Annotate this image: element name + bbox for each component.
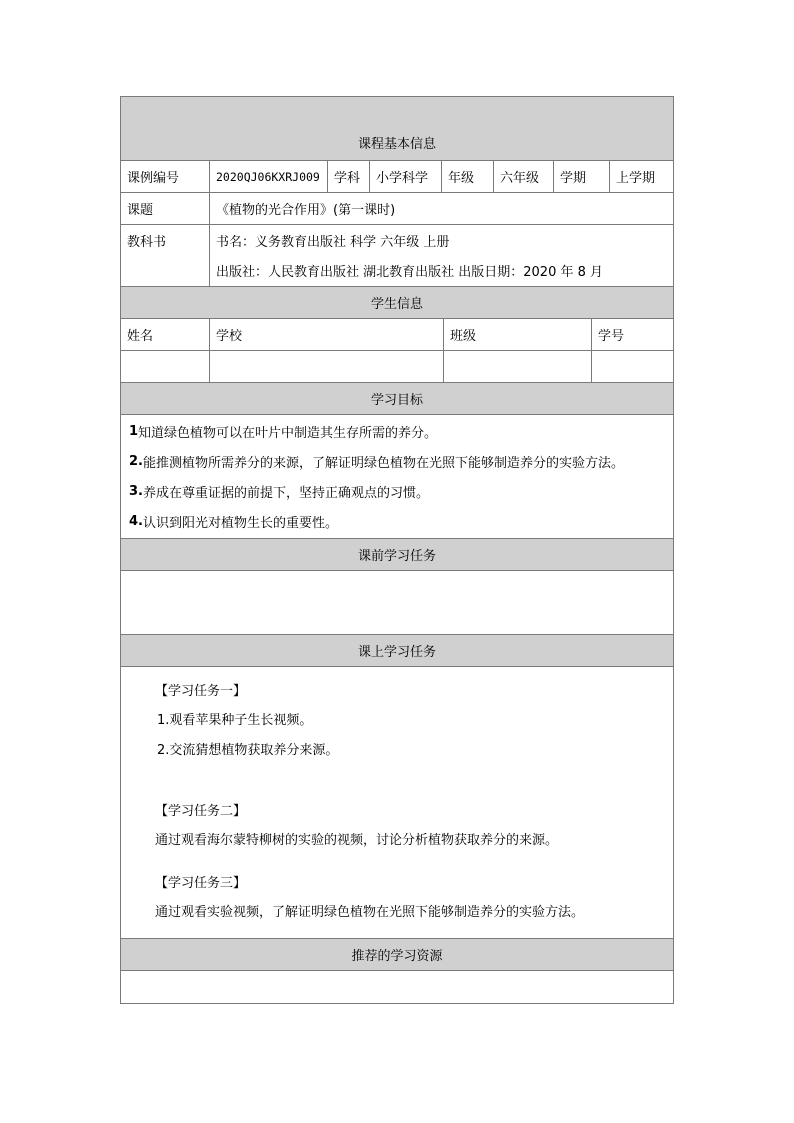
task1-title: 【学习任务一】 <box>155 683 247 699</box>
subject-label: 学科 <box>328 161 370 192</box>
resources-body <box>121 971 673 1003</box>
book-name: 书名：义务教育出版社 科学 六年级 上册 <box>216 234 450 250</box>
topic-row <box>121 193 673 225</box>
student-info-header <box>121 287 673 319</box>
case-info-row <box>121 161 673 193</box>
pre-class-body <box>121 571 673 635</box>
goal-text: 养成在尊重证据的前提下，坚持正确观点的习惯。 <box>142 485 429 501</box>
task1-item: 2.交流猜想植物获取养分来源。 <box>157 742 339 758</box>
goal-item <box>121 417 673 447</box>
task1-item: 1.观看苹果种子生长视频。 <box>157 712 313 728</box>
name-label: 姓名 <box>121 319 210 350</box>
student-id-label: 学号 <box>598 329 625 344</box>
class-field[interactable] <box>444 351 592 382</box>
goals-title: 学习目标 <box>121 383 673 414</box>
case-no-value: 2020QJ06KXRJ009 <box>210 161 328 192</box>
grade-label: 年级 <box>442 161 494 192</box>
in-class-body <box>121 667 673 939</box>
goals-list <box>121 415 673 538</box>
topic-value: 《植物的光合作用》(第一课时) <box>216 203 396 218</box>
grade-value: 六年级 <box>494 161 554 192</box>
topic-label: 课题 <box>121 193 210 224</box>
goal-text: 知道绿色植物可以在叶片中制造其生存所需的养分。 <box>138 426 438 442</box>
school-field[interactable] <box>210 351 444 382</box>
goal-item <box>121 477 673 507</box>
in-class-header <box>121 635 673 667</box>
goal-number: 2. <box>129 454 143 470</box>
term-label: 学期 <box>554 161 610 192</box>
student-id-field[interactable] <box>592 351 673 382</box>
resources-content <box>121 971 673 1003</box>
task3-title: 【学习任务三】 <box>155 875 247 891</box>
lesson-plan-table <box>120 96 674 1004</box>
resources-title: 推荐的学习资源 <box>121 939 673 970</box>
student-values-row <box>121 351 673 383</box>
textbook-label: 教科书 <box>121 225 210 286</box>
in-class-tasks <box>121 667 673 938</box>
task2-text: 通过观看海尔蒙特柳树的实验的视频，讨论分析植物获取养分的来源。 <box>155 832 559 848</box>
term-value: 上学期 <box>616 171 656 186</box>
goal-text: 认识到阳光对植物生长的重要性。 <box>142 515 338 531</box>
case-no-label: 课例编号 <box>121 161 210 192</box>
textbook-details <box>210 225 673 286</box>
goal-item <box>121 447 673 477</box>
pre-class-header <box>121 539 673 571</box>
goal-number: 4. <box>129 513 143 529</box>
in-class-title: 课上学习任务 <box>121 635 673 666</box>
school-label: 学校 <box>210 319 444 350</box>
resources-header <box>121 939 673 971</box>
goal-number: 1 <box>129 424 139 440</box>
student-info-title: 学生信息 <box>121 287 673 318</box>
goal-text: 能推测植物所需养分的来源，了解证明绿色植物在光照下能够制造养分的实验方法。 <box>142 456 624 472</box>
name-field[interactable] <box>121 351 210 382</box>
student-labels-row <box>121 319 673 351</box>
subject-value: 小学科学 <box>370 161 442 192</box>
pre-class-content <box>121 571 673 634</box>
task2-title: 【学习任务二】 <box>155 803 247 819</box>
task3-text: 通过观看实验视频，了解证明绿色植物在光照下能够制造养分的实验方法。 <box>155 904 585 920</box>
task-spacer <box>121 853 673 867</box>
publisher-info: 出版社：人民教育出版社 湖北教育出版社 出版日期：2020 年 8 月 <box>216 265 604 281</box>
goal-number: 3. <box>129 483 143 499</box>
pre-class-title: 课前学习任务 <box>121 539 673 570</box>
goal-item <box>121 506 673 536</box>
textbook-row <box>121 225 673 287</box>
basic-info-title: 课程基本信息 <box>121 97 673 160</box>
class-label: 班级 <box>444 319 592 350</box>
task-spacer <box>121 763 673 795</box>
basic-info-header <box>121 97 673 161</box>
goals-header <box>121 383 673 415</box>
goals-body <box>121 415 673 539</box>
